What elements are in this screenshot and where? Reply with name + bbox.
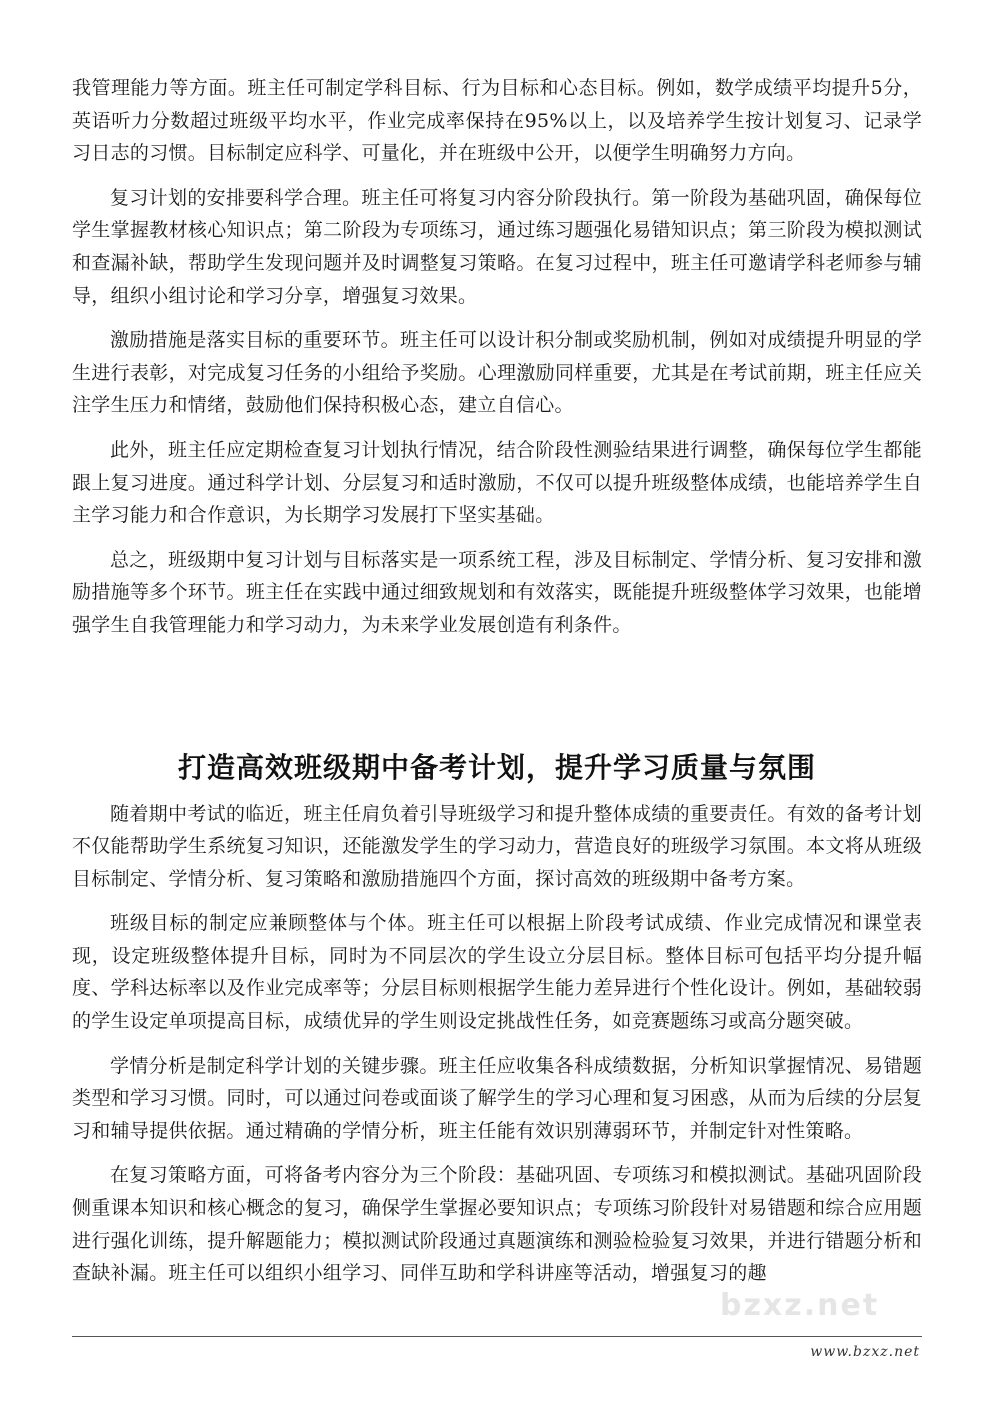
section-gap [72, 654, 922, 748]
footer-site-url: www.bzxz.net [810, 1344, 920, 1360]
paragraph-conclusion: 总之，班级期中复习计划与目标落实是一项系统工程，涉及目标制定、学情分析、复习安排和激励措施等多个环节。班主任在实践中通过细致规划和有效落实，既能提升班级整体学习效果，也能增强学生自我管理能力和学习动力，为未来学业发展创造有利条件。 [72, 548, 922, 636]
paragraph-review-plan: 复习计划的安排要科学合理。班主任可将复习内容分阶段执行。第一阶段为基础巩固，确保每位学生掌握教材核心知识点；第二阶段为专项练习，通过练习题强化易错知识点；第三阶段为模拟测试和查漏补缺，帮助学生发现问题并及时调整复习策略。在复习过程中，班主任可邀请学科老师参与辅导，组织小组讨论和学习分享，增强复习效果。 [72, 186, 922, 307]
paragraph-goal-setting: 班级目标的制定应兼顾整体与个体。班主任可以根据上阶段考试成绩、作业完成情况和课堂表现，设定班级整体提升目标，同时为不同层次的学生设立分层目标。整体目标可包括平均分提升幅度、学科达标率以及作业完成率等；分层目标则根据学生能力差异进行个性化设计。例如，基础较弱的学生设定单项提高目标，成绩优异的学生则设定挑战性任务，如竞赛题练习或高分题突破。 [72, 912, 922, 1033]
paragraph-continued: 我管理能力等方面。班主任可制定学科目标、行为目标和心态目标。例如，数学成绩平均提升5分，英语听力分数超过班级平均水平，作业完成率保持在95%以上，以及培养学生按计划复习、记录学习日志的习惯。目标制定应科学、可量化，并在班级中公开，以便学生明确努力方向。 [72, 77, 922, 165]
paragraph-analysis: 学情分析是制定科学计划的关键步骤。班主任应收集各科成绩数据，分析知识掌握情况、易错题类型和学习习惯。同时，可以通过问卷或面谈了解学生的学习心理和复习困惑，从而为后续的分层复习和辅导提供依据。通过精确的学情分析，班主任能有效识别薄弱环节，并制定针对性策略。 [72, 1054, 922, 1142]
paragraph-intro: 随着期中考试的临近，班主任肩负着引导班级学习和提升整体成绩的重要责任。有效的备考计划不仅能帮助学生系统复习知识，还能激发学生的学习动力，营造良好的班级学习氛围。本文将从班级目标制定、学情分析、复习策略和激励措施四个方面，探讨高效的班级期中备考方案。 [72, 802, 922, 890]
article-title: 打造高效班级期中备考计划，提升学习质量与氛围 [177, 750, 816, 784]
footer-divider [72, 1336, 922, 1337]
document-page [72, 72, 922, 1302]
paragraph-strategy: 在复习策略方面，可将备考内容分为三个阶段：基础巩固、专项练习和模拟测试。基础巩固阶段侧重课本知识和核心概念的复习，确保学生掌握必要知识点；专项练习阶段针对易错题和综合应用题进行强化训练，提升解题能力；模拟测试阶段通过真题演练和测验检验复习效果，并进行错题分析和查缺补漏。班主任可以组织小组学习、同伴互助和学科讲座等活动，增强复习的趣 [72, 1164, 922, 1285]
paragraph-incentives: 激励措施是落实目标的重要环节。班主任可以设计积分制或奖励机制，例如对成绩提升明显的学生进行表彰，对完成复习任务的小组给予奖励。心理激励同样重要，尤其是在考试前期，班主任应关注学生压力和情绪，鼓励他们保持积极心态，建立自信心。 [72, 329, 922, 417]
watermark-logo: bzxz.net [720, 1288, 880, 1323]
paragraph-regular-check: 此外，班主任应定期检查复习计划执行情况，结合阶段性测验结果进行调整，确保每位学生都能跟上复习进度。通过科学计划、分层复习和适时激励，不仅可以提升班级整体成绩，也能培养学生自主学习能力和合作意识，为长期学习发展打下坚实基础。 [72, 438, 922, 527]
